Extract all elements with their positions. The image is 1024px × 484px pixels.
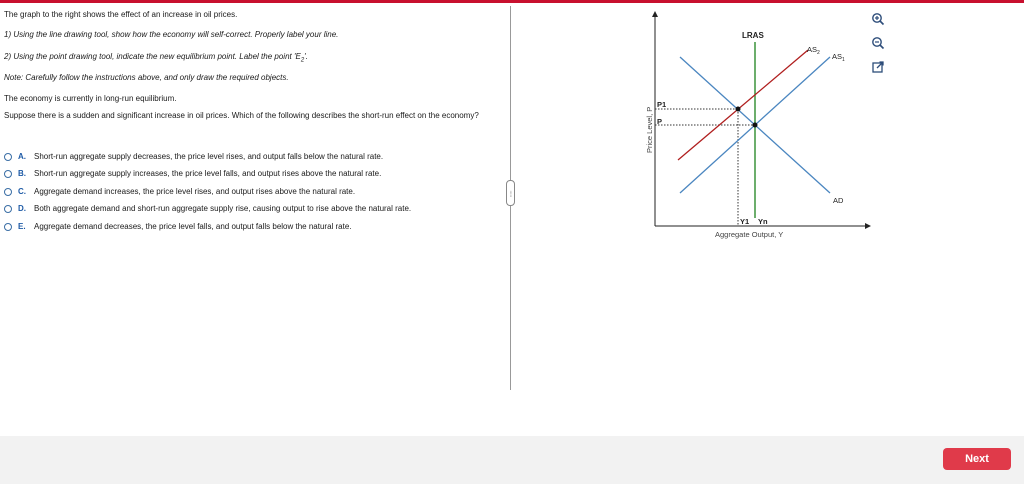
radio-icon[interactable] — [4, 188, 12, 196]
zoom-out-icon[interactable] — [870, 35, 886, 51]
step2-text — [4, 52, 308, 66]
option-letter: C. — [18, 186, 26, 196]
y1-label: Y1 — [740, 217, 750, 226]
as2-label — [807, 45, 820, 56]
yn-label: Yn — [758, 217, 768, 226]
option-letter: E. — [18, 221, 26, 231]
step1-italic: 1) Using the line drawing tool, show how the economy will self-correct. Properly label your line. — [4, 30, 339, 39]
next-button[interactable]: Next — [943, 448, 1011, 470]
option-a[interactable] — [4, 148, 504, 166]
zoom-in-icon[interactable] — [870, 11, 886, 27]
option-text: Both aggregate demand and short-run aggregate supply rise, causing output to rise above the natural rate. — [34, 204, 412, 214]
note-text — [4, 73, 289, 83]
radio-icon[interactable] — [4, 223, 12, 231]
answer-options — [4, 148, 504, 236]
option-letter: A. — [18, 151, 26, 161]
p-label: P — [657, 117, 663, 126]
as2-label-sub: 2 — [817, 50, 820, 56]
top-accent-bar — [0, 0, 1024, 3]
option-text: Aggregate demand decreases, the price level falls, and output falls below the natural rate. — [34, 221, 352, 231]
question-text: Suppose there is a sudden and significant increase in oil prices. Which of the following describes the short-run effect on the economy? — [4, 111, 479, 120]
step1-text — [4, 30, 338, 40]
as2-line — [678, 50, 808, 160]
option-b[interactable] — [4, 166, 504, 184]
option-letter: B. — [18, 169, 26, 179]
radio-icon[interactable] — [4, 153, 12, 161]
step2-sub: 2 — [300, 57, 305, 64]
step2-pre: 2) Using the point drawing tool, indicate the new equilibrium point. Label the point 'E — [4, 52, 301, 61]
as2-label-main: AS — [807, 45, 818, 54]
x-axis-label: Aggregate Output, Y — [715, 230, 784, 239]
option-text: Short-run aggregate supply increases, the price level falls, and output rises above the natural rate. — [34, 169, 382, 179]
popout-icon[interactable] — [870, 59, 886, 75]
step2-post: '. — [304, 52, 308, 61]
lras-label: LRAS — [742, 31, 764, 40]
panel-resize-handle[interactable]: ····· — [506, 180, 515, 206]
option-letter: D. — [18, 204, 26, 214]
option-text: Short-run aggregate supply decreases, the price level rises, and output falls below the natural rate. — [34, 151, 384, 161]
option-e[interactable] — [4, 218, 504, 236]
option-c[interactable] — [4, 183, 504, 201]
y-axis-label: Price Level, P — [645, 106, 654, 153]
ad-label: AD — [833, 196, 844, 205]
option-d[interactable] — [4, 201, 504, 219]
as1-label — [832, 52, 845, 63]
state-text: The economy is currently in long-run equilibrium. — [4, 94, 177, 103]
note-italic: Note: Carefully follow the instructions above, and only draw the required objects. — [4, 73, 289, 82]
radio-icon[interactable] — [4, 170, 12, 178]
p1-label: P1 — [657, 100, 667, 109]
radio-icon[interactable] — [4, 205, 12, 213]
footer-bar — [0, 436, 1024, 484]
intro-text: The graph to the right shows the effect of an increase in oil prices. — [4, 10, 238, 19]
e-new-point — [736, 107, 741, 112]
as1-label-sub: 1 — [842, 57, 845, 63]
as1-label-main: AS — [832, 52, 843, 61]
option-text: Aggregate demand increases, the price level rises, and output rises above the natural rate. — [34, 186, 356, 196]
graph-toolbar — [870, 11, 888, 83]
as-ad-graph[interactable] — [640, 8, 880, 244]
e1-point — [753, 123, 758, 128]
